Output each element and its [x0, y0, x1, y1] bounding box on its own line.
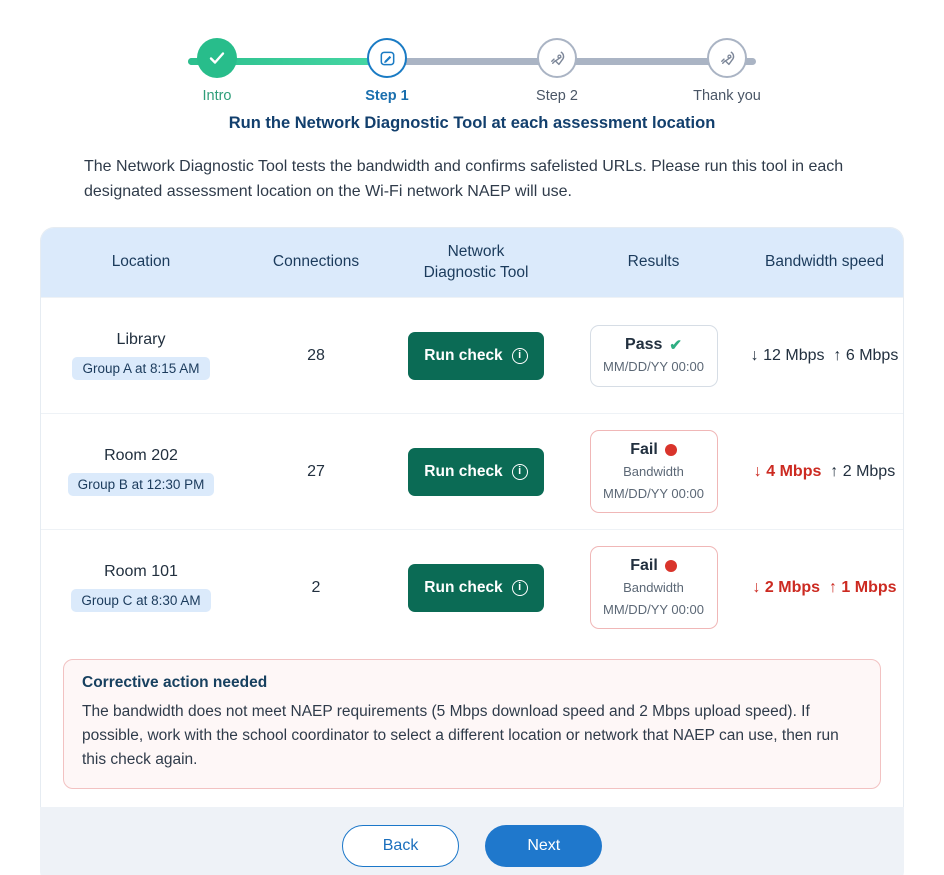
- rocket-icon: [537, 38, 577, 78]
- location-cell: [41, 447, 241, 496]
- column-header-location: Location: [111, 253, 171, 271]
- stepper-step-label: Thank you: [693, 88, 761, 104]
- tool-cell: [391, 448, 561, 496]
- stepper-step-label: Step 1: [365, 88, 409, 104]
- bandwidth-values: [754, 463, 895, 481]
- table-row: [41, 413, 903, 529]
- results-cell: [561, 546, 746, 629]
- result-badge-pass: [590, 325, 718, 387]
- tool-cell: [391, 564, 561, 612]
- table-row: [41, 297, 903, 413]
- result-status: Pass: [625, 336, 663, 354]
- column-header-connections: Connections: [272, 253, 360, 271]
- bandwidth-cell: [746, 463, 903, 481]
- column-header-bandwidth-speed: Bandwidth speed: [765, 253, 884, 271]
- check-circle-icon: ✔: [669, 337, 682, 355]
- location-cell: [41, 331, 241, 380]
- results-cell: [561, 430, 746, 513]
- pencil-square-icon: [367, 38, 407, 78]
- location-name: Library: [116, 331, 166, 349]
- info-icon[interactable]: i: [512, 580, 528, 596]
- column-header-network-diagnostic-tool: [391, 242, 561, 284]
- download-speed: 2 Mbps: [764, 578, 821, 596]
- connections-count: 2: [311, 578, 321, 596]
- download-arrow-icon: ↓: [753, 462, 762, 480]
- intro-paragraph: The Network Diagnostic Tool tests the bandwidth and confirms safelisted URLs. Please run this tool in each designated assessment location on the Wi-Fi network NAEP will use.: [84, 158, 844, 200]
- run-check-label: Run check: [424, 578, 503, 596]
- download-speed: 12 Mbps: [763, 346, 825, 364]
- stepper-step-step-2[interactable]: [502, 22, 612, 104]
- location-group-badge: Group A at 8:15 AM: [72, 357, 209, 380]
- stepper-step-label: Step 2: [536, 88, 578, 104]
- check-icon: [197, 38, 237, 78]
- run-check-button[interactable]: [408, 448, 543, 496]
- stepper-step-intro[interactable]: [162, 22, 272, 104]
- result-timestamp: MM/DD/YY 00:00: [603, 485, 704, 501]
- rocket-icon: [707, 38, 747, 78]
- upload-arrow-icon: ↑: [828, 578, 837, 596]
- download-arrow-icon: ↓: [750, 346, 759, 364]
- result-status: Fail: [630, 557, 658, 575]
- download-speed: 4 Mbps: [766, 462, 822, 480]
- location-group-badge: Group B at 12:30 PM: [68, 473, 215, 496]
- column-header-tool-line1: Network: [447, 242, 505, 260]
- run-check-label: Run check: [424, 462, 503, 480]
- result-reason: Bandwidth: [623, 580, 684, 596]
- result-timestamp: MM/DD/YY 00:00: [603, 601, 704, 617]
- download-arrow-icon: ↓: [752, 578, 761, 596]
- run-check-label: Run check: [424, 346, 503, 364]
- result-timestamp: MM/DD/YY 00:00: [603, 359, 704, 375]
- bandwidth-values: [752, 579, 896, 597]
- diagnostic-table: [40, 227, 904, 808]
- bandwidth-cell: [746, 347, 903, 365]
- alert-title: Corrective action needed: [82, 674, 268, 692]
- info-icon[interactable]: i: [512, 348, 528, 364]
- next-button[interactable]: Next: [485, 825, 602, 867]
- column-header-tool-line2: Diagnostic Tool: [423, 263, 529, 281]
- stepper-step-label: Intro: [202, 88, 232, 104]
- bandwidth-values: [751, 347, 899, 365]
- corrective-action-alert: [63, 659, 881, 789]
- table-row: [41, 529, 903, 645]
- tool-cell: [391, 332, 561, 380]
- upload-arrow-icon: ↑: [833, 346, 842, 364]
- upload-speed: 2 Mbps: [842, 462, 896, 480]
- progress-stepper: [162, 22, 782, 104]
- connections-cell: [241, 463, 391, 481]
- location-cell: [41, 563, 241, 612]
- wizard-footer: [40, 807, 904, 875]
- result-reason: Bandwidth: [623, 464, 684, 480]
- connections-cell: [241, 347, 391, 365]
- fail-dot-icon: [665, 560, 677, 572]
- run-check-button[interactable]: [408, 332, 543, 380]
- table-header-row: [41, 228, 903, 298]
- location-name: Room 202: [104, 447, 178, 465]
- location-group-badge: Group C at 8:30 AM: [71, 589, 210, 612]
- bandwidth-cell: [746, 579, 903, 597]
- connections-count: 28: [307, 346, 325, 364]
- back-button[interactable]: Back: [342, 825, 460, 867]
- connections-cell: [241, 579, 391, 597]
- fail-dot-icon: [665, 444, 677, 456]
- upload-speed: 6 Mbps: [845, 346, 899, 364]
- result-badge-fail: [590, 546, 718, 629]
- location-name: Room 101: [104, 563, 178, 581]
- stepper-step-step-1[interactable]: [332, 22, 442, 104]
- result-status: Fail: [630, 441, 658, 459]
- info-icon[interactable]: i: [512, 464, 528, 480]
- upload-arrow-icon: ↑: [830, 462, 839, 480]
- page-title: Run the Network Diagnostic Tool at each assessment location: [228, 114, 716, 132]
- column-header-results: Results: [627, 253, 680, 271]
- results-cell: [561, 325, 746, 387]
- stepper-step-thank-you[interactable]: [672, 22, 782, 104]
- run-check-button[interactable]: [408, 564, 543, 612]
- result-badge-fail: [590, 430, 718, 513]
- alert-body: The bandwidth does not meet NAEP requirements (5 Mbps download speed and 2 Mbps upload speed). If possible, work with the school coordinator to select a different location or network that NAEP can use, then run this check again.: [82, 703, 839, 769]
- upload-speed: 1 Mbps: [841, 578, 897, 596]
- connections-count: 27: [307, 462, 325, 480]
